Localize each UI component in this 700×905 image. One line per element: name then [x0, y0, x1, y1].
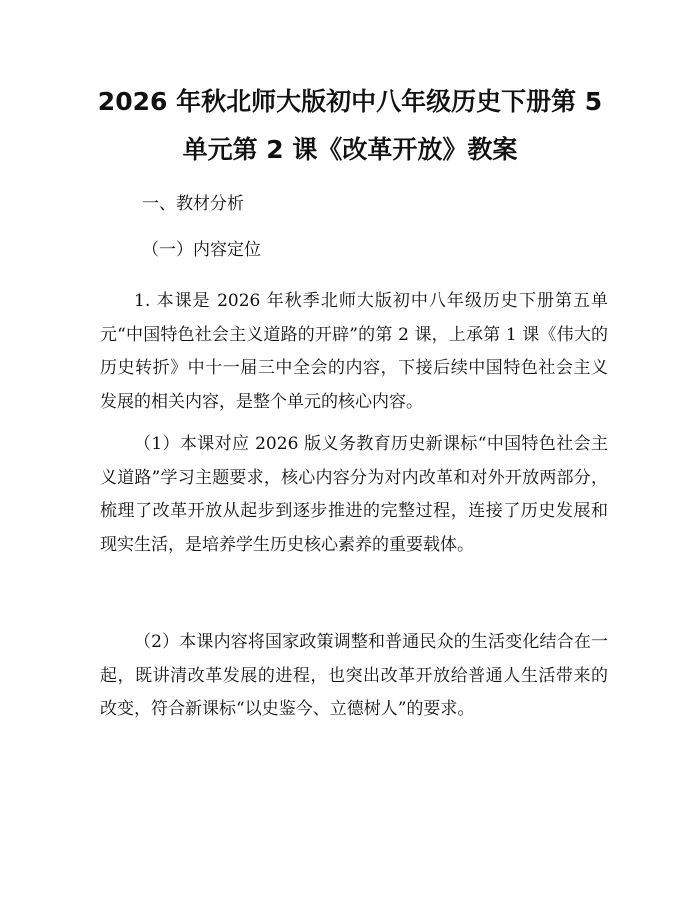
- paragraph-curriculum-standard: （1）本课对应 2026 版义务教育历史新课标“中国特色社会主义道路”学习主题要求，核心内容分为对内改革和对外开放两部分，梳理了改革开放从起步到逐步推进的完整过程，连接了历史发展和现实生活，是培养学生历史核心素养的重要载体。: [100, 434, 608, 555]
- paragraph-content-features: （2）本课内容将国家政策调整和普通民众的生活变化结合在一起，既讲清改革发展的进程，也突出改革开放给普通人生活带来的改变，符合新课标“以史鉴今、立德树人”的要求。: [100, 632, 608, 719]
- document-title-line-1: 2026 年秋北师大版初中八年级历史下册第 5: [97, 87, 603, 116]
- section-heading: 一、教材分析: [142, 194, 244, 214]
- subsection-heading: （一）内容定位: [142, 240, 261, 260]
- paragraph-course-position: 1. 本课是 2026 年秋季北师大版初中八年级历史下册第五单元“中国特色社会主义道路的开辟”的第 2 课，上承第 1 课《伟大的历史转折》中十一届三中全会的内容，下接后续中国特色社会主义发展的相关内容，是整个单元的核心内容。: [100, 291, 608, 412]
- document-title-line-2: 单元第 2 课《改革开放》教案: [182, 135, 518, 164]
